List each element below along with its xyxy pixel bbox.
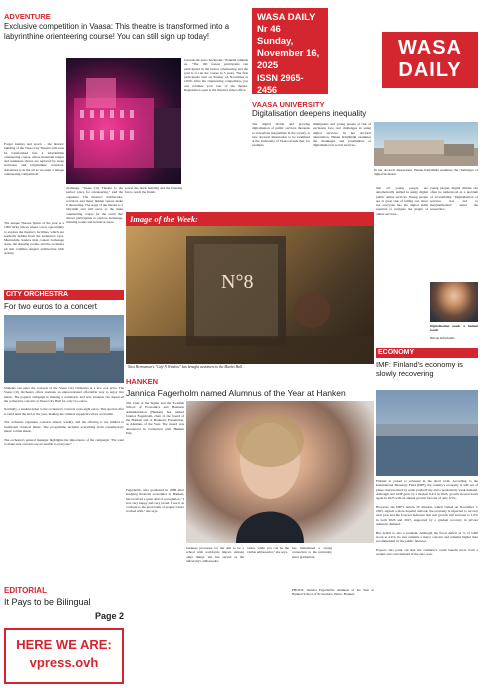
adventure-caption: Forget tourists and sports – the historic building of the Vaasa City Theatre will soon be transformed into a labyrinthine orienteering course, where mountain ranges and sandstone shores are replaced by steep staircases and labyrinthine corridors. Adventure is in the air as we enter a unique orienteering competition! [4,142,65,177]
researcher-portrait [430,282,478,322]
hanken-col-3: ration, while you can be the visible ambassador," she says. [247,546,290,555]
masthead-issn: ISSN 2965-2456 [257,73,304,95]
hanken-col-4: has maintained a strong connection to the university since graduation. [292,546,333,559]
editorial-section-label: EDITORIAL [4,586,47,595]
adventure-headline: Exclusive competition in Vaasa: This theatre is transformed into a labyrinthine orienteering course! You can still sign up today! [4,22,230,41]
cafe-window-photo [126,226,374,364]
adventure-body-right: towards the next checkpoint," Pennälä reminds us. "The 100 fastest participants run participated in the indoor orienteering and the goal is to run the course in 5 years. The first participants start on Sunday 16 November at 10:00. After the orienteering competition, you can continue your tour of the theatre. Registration open at the theatre's ticket office. [184,58,249,93]
economy-headline: IMF: Finland's economy is slowly recovering [376,360,463,378]
masthead-date: November 16, [257,48,320,59]
adventure-body-left: The unique Theatre Sprint of the year is a 1000 lucky places where a new opportunity to explore the theatre's facilities, which are normally hidden from the audience's eyes. Meanwhile, leaders hide contest backstage areas, the dressing rooms, and the orchestra pit that combine elegant architecture with artistry. [4,221,65,256]
svg-text:N°8: N°8 [221,271,254,293]
economy-photo [376,390,478,476]
masthead-issue: Nr 46 [257,24,281,35]
adventure-section-label: ADVENTURE [4,12,51,21]
orchestra-photo [4,315,124,383]
hanken-section-label: HANKEN [126,377,159,386]
university-col-2: immigrants and young people at risk of exclusion face real challenges in using digital services. In her doctoral dissertation, Hanna Kärjämäki examines the challenges and possibilities of digitalisation in social services. [313,122,372,148]
logo-line-1: WASA [398,37,462,59]
promo-line-1: HERE WE ARE: [16,637,112,652]
city-body: Students can enter the concerts of the Vaasa City Orchestra at a low cost price. The Vaasa City Orchestra offers students an unprecedented affordable way to enjoy live music. The popular campaign is making a comeback, and now students can attend all the orchestra's concerts at Vaasa City Hall for only two euros. Normally, a student ticket to the orchestra's concerts costs eight euros. This special offer is valid until the end of the year, making the cultural experience more accessible. The orchestra organizes concerts almost weekly, and the offering is not limited to traditional classical music. The programme includes everything from contemporary music to film music. The orchestra's general manager highlights the importance of the campaign: "We want to make sure concerts are accessible to everyone." [4,386,124,446]
economy-section-label: ECONOMY [378,349,415,356]
university-quote: Digitalisation needs a human touch [430,324,479,333]
masthead-year: 2025 [257,60,279,71]
image-of-week-banner [126,212,374,226]
masthead-info [252,8,328,94]
promo-box[interactable] [4,628,124,684]
hanken-col-intro: The Club of the Sigma and the Swedish School of Economics and Business Administration (Hanken) has named Jannica Fagerholm, chair of the board of the Hanken and of Hanken's Foundation, as Alumnus of the Year. The award was announced in connection with Hanken Day. [126,401,185,436]
promo-link[interactable]: vpress.ovh [29,655,99,670]
university-headline: Digitalisation deepens inequality [252,109,367,118]
adventure-body-mid: challenge. "Vaasa City Theatre is the perfect place for orienteering," said the organizer. The theatre's architecture, corridors and many hidden spaces make it interesting. The stage of the theatre is a labyrinth and will serve as the main orienteering course for the event that allows participants to explore backstage, dressing rooms and technical areas. [66,186,124,225]
university-body-a: that all young people are automatically skilled in using digital public online services, Young people are at great risk of falling out, since not everyone has the digital skills required to navigate the jungle of online services... [376,186,429,216]
image-of-week-label: Image of the Week: [130,214,198,224]
editorial-page: Page 2 [94,611,124,621]
university-col-3: In her doctoral dissertation, Hanna Kärjämäki examines the challenges of digital inclusion. [374,168,479,177]
city-section-label: CITY ORCHESTRA [6,291,69,298]
logo-line-2: DAILY [398,59,462,81]
hanken-col-2: business processes for the aim to be a school with worldwide impact. Among other things, she has served as the university's ambassador. [186,546,245,563]
hanken-headline: Jannica Fagerholm named Alumnus of the Year at Hanken [126,388,346,398]
city-section-bar [4,290,124,300]
theatre-night-photo [66,58,181,184]
city-headline: For two euros to a concert [4,302,97,311]
economy-body: Finland is poised to rebound in the short term. According to the International Monetary Fund (IMF), the country's economy is still out of phase characterized by weak productivity and a persistently weak demand. Although real GDP grew by a modest 0.4% in 2024, growth slowed down again in 2025 with an annual growth forecast of only 0.5%. However, the IMF's Article IV mission, which visited on November 7, 2025, signals a more hopeful outlook: the economy is expected to recover next year and the forecast indicates that real growth will increase to 1.0% in both 2026 and 2027, supported by a gradual recovery in private domestic demand. But deficit is also a problem. Although the fiscal deficit as % of GDP stood at 4.4%, its size remains a major concern and remains higher than recommended by the public finances. Exports also point out that the commerce could benefit more from a weaker euro and demand in the euro area. [376,479,478,557]
university-signature: Hanna Kärjämäki [430,336,455,340]
wasa-daily-logo [382,32,478,88]
editorial-headline: It Pays to be Bilingual [4,597,91,607]
university-photo [374,122,478,166]
masthead-day: Sunday, [257,36,294,47]
adventure-body-bottom: power the brick building and the buzzing fun to reach the finish. [125,186,183,195]
masthead-title: WASA DAILY [257,12,316,23]
image-of-week-caption: Naxi Hermansen's "Café N Window" has brought customers to the Market Hall. [128,365,243,369]
university-section-label: VAASA UNIVERSITY [252,100,325,109]
university-body-b: young people, digital divides can often be understood as a problem of accessibility. "Digitalisation of services has led to marginalisation" states the researcher... [430,186,479,212]
economy-section-bar [376,348,478,358]
hanken-col-5: PHOTO: Jannica Fagerholm, Alumnus of the Year at Hanken School of Economics. Photo: Hanken [292,588,375,597]
fagerholm-portrait [186,401,374,543]
university-col-1: The digital divide and growing digitalisation of public services threatens to exacerbate inequalities in the society. A new doctoral dissertation to be examined at the University of Vaasa reveals that, for example, [252,122,311,148]
hanken-col-1: Fagerholm, who graduated in 1986 after studying financial economics at Hanken, has received a great deal of recognition. "I was very happy and very proud. I see it as a tribute to the great team of people I have worked with," she says. [126,488,185,514]
